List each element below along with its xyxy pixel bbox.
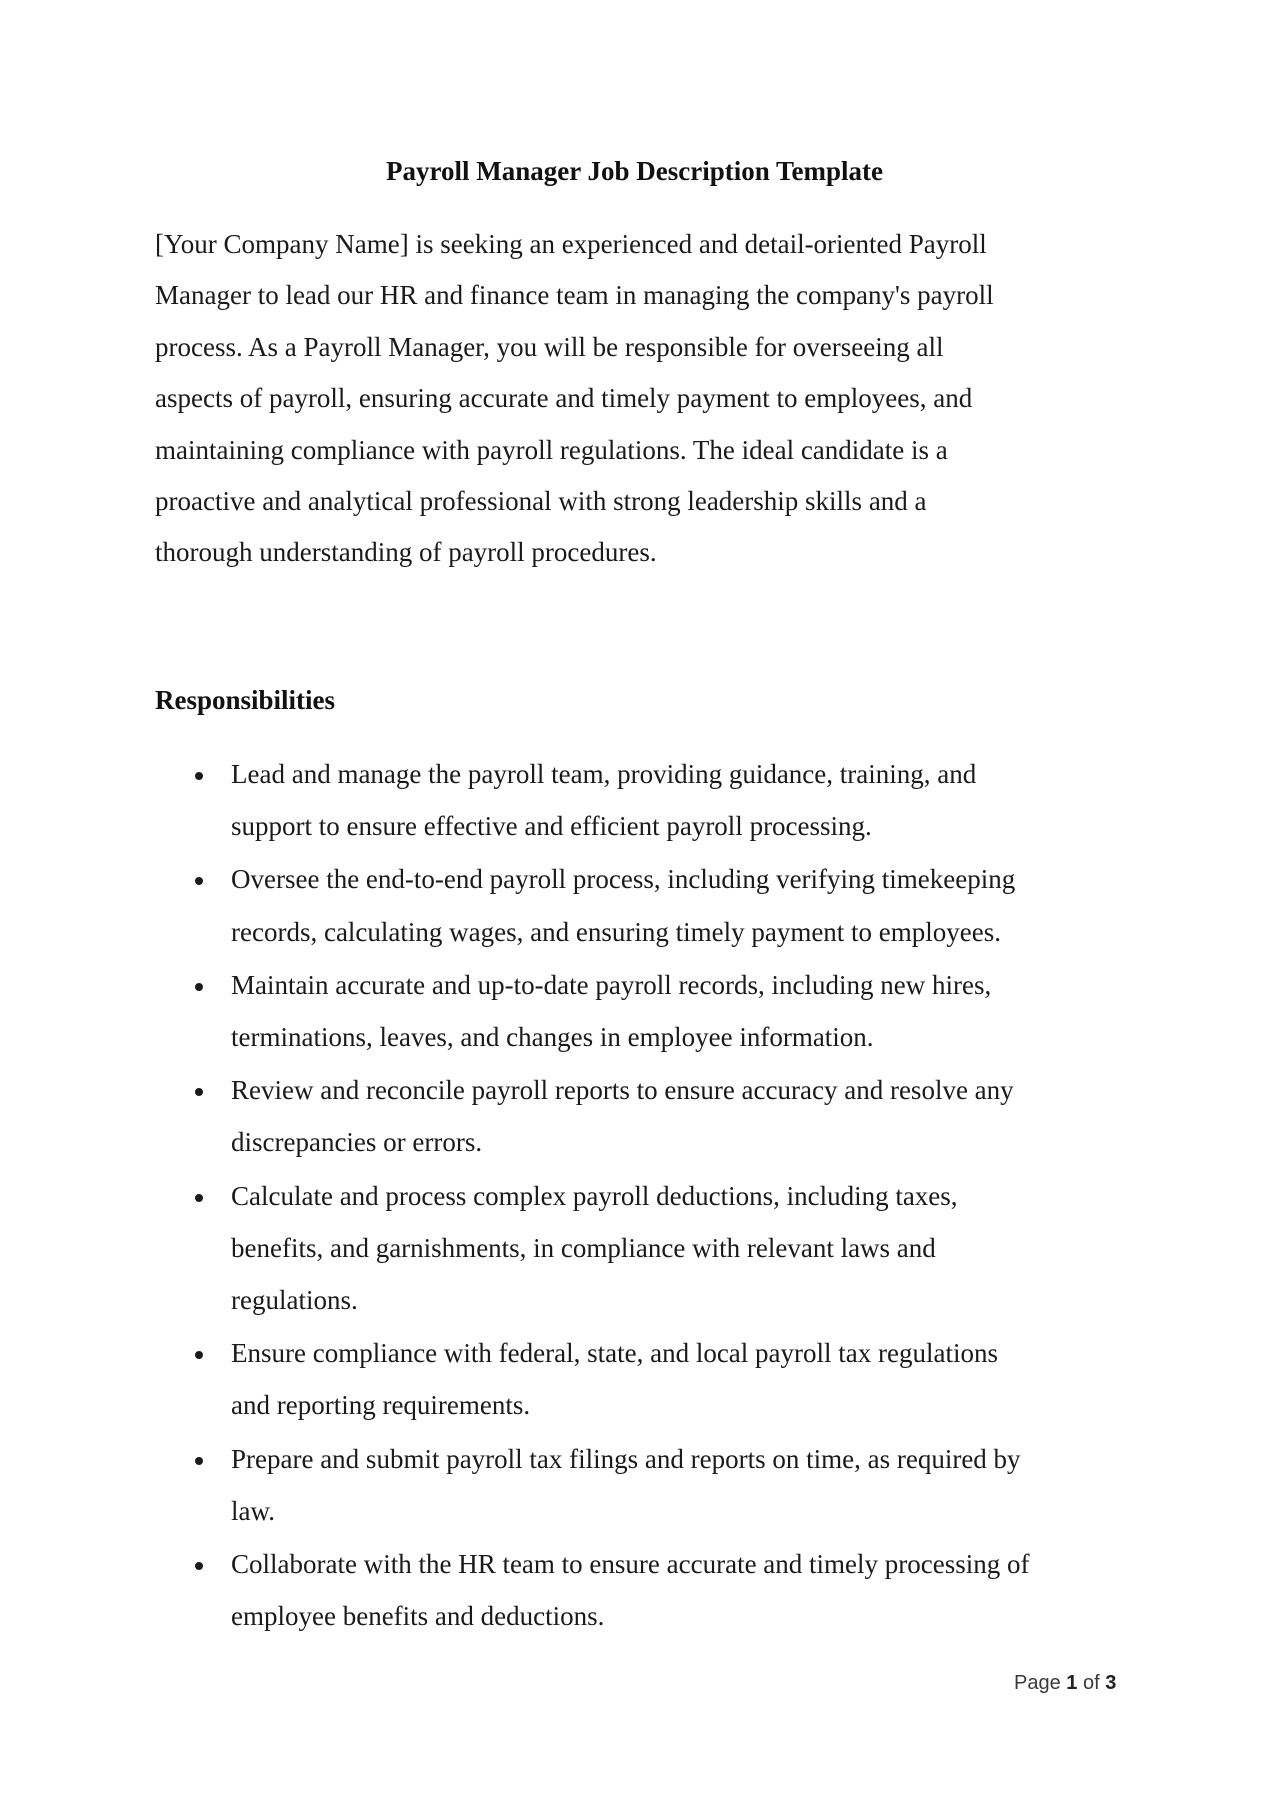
list-item-line: Prepare and submit payroll tax filings and reports on time, as required by bbox=[231, 1443, 1021, 1474]
bullet-icon bbox=[195, 983, 203, 991]
bullet-icon bbox=[195, 1351, 203, 1359]
current-page-number: 1 bbox=[1066, 1672, 1078, 1694]
list-item-line: Lead and manage the payroll team, providing guidance, training, and bbox=[231, 759, 977, 789]
list-item-line: law. bbox=[231, 1495, 275, 1526]
intro-line: aspects of payroll, ensuring accurate and timely payment to employees, and bbox=[155, 383, 973, 414]
list-item-line: records, calculating wages, and ensuring timely payment to employees. bbox=[231, 916, 1002, 947]
intro-line: process. As a Payroll Manager, you will be responsible for overseeing all bbox=[155, 331, 944, 362]
intro-line: [Your Company Name] is seeking an experienced and detail-oriented Payroll bbox=[155, 229, 987, 259]
list-item-line: Calculate and process complex payroll deductions, including taxes, bbox=[231, 1180, 958, 1211]
list-item-line: Collaborate with the HR team to ensure accurate and timely processing of bbox=[231, 1549, 1030, 1579]
list-item-line: discrepancies or errors. bbox=[231, 1127, 483, 1158]
bullet-icon bbox=[195, 1088, 203, 1096]
intro-line: thorough understanding of payroll procedures. bbox=[155, 537, 657, 568]
bullet-icon bbox=[195, 1562, 203, 1570]
responsibilities-heading: Responsibilities bbox=[155, 685, 336, 715]
bullet-icon bbox=[195, 1194, 203, 1202]
document-title: Payroll Manager Job Description Template bbox=[386, 156, 883, 186]
of-label: of bbox=[1082, 1672, 1100, 1694]
total-pages-number: 3 bbox=[1105, 1672, 1117, 1694]
intro-line: proactive and analytical professional with strong leadership skills and a bbox=[155, 486, 927, 516]
page-label: Page bbox=[1014, 1672, 1061, 1694]
bullet-icon bbox=[195, 877, 203, 885]
list-item-line: Review and reconcile payroll reports to ensure accuracy and resolve any bbox=[231, 1075, 1014, 1106]
intro-line: Manager to lead our HR and finance team in managing the company's payroll bbox=[155, 280, 994, 311]
list-item-line: terminations, leaves, and changes in employee information. bbox=[231, 1022, 874, 1052]
bullet-icon bbox=[195, 772, 203, 780]
list-item-line: regulations. bbox=[231, 1285, 358, 1315]
list-item-line: and reporting requirements. bbox=[231, 1390, 531, 1421]
list-item-line: Maintain accurate and up-to-date payroll records, including new hires, bbox=[231, 969, 992, 1000]
list-item-line: support to ensure effective and efficient payroll processing. bbox=[231, 811, 872, 842]
page-number bbox=[1014, 1668, 1116, 1698]
bullet-icon bbox=[195, 1457, 203, 1465]
list-item-line: Oversee the end-to-end payroll process, including verifying timekeeping bbox=[231, 864, 1016, 895]
intro-line: maintaining compliance with payroll regulations. The ideal candidate is a bbox=[155, 434, 948, 465]
list-item-line: benefits, and garnishments, in compliance with relevant laws and bbox=[231, 1232, 936, 1263]
list-item-line: employee benefits and deductions. bbox=[231, 1601, 605, 1632]
list-item-line: Ensure compliance with federal, state, and local payroll tax regulations bbox=[231, 1338, 998, 1369]
